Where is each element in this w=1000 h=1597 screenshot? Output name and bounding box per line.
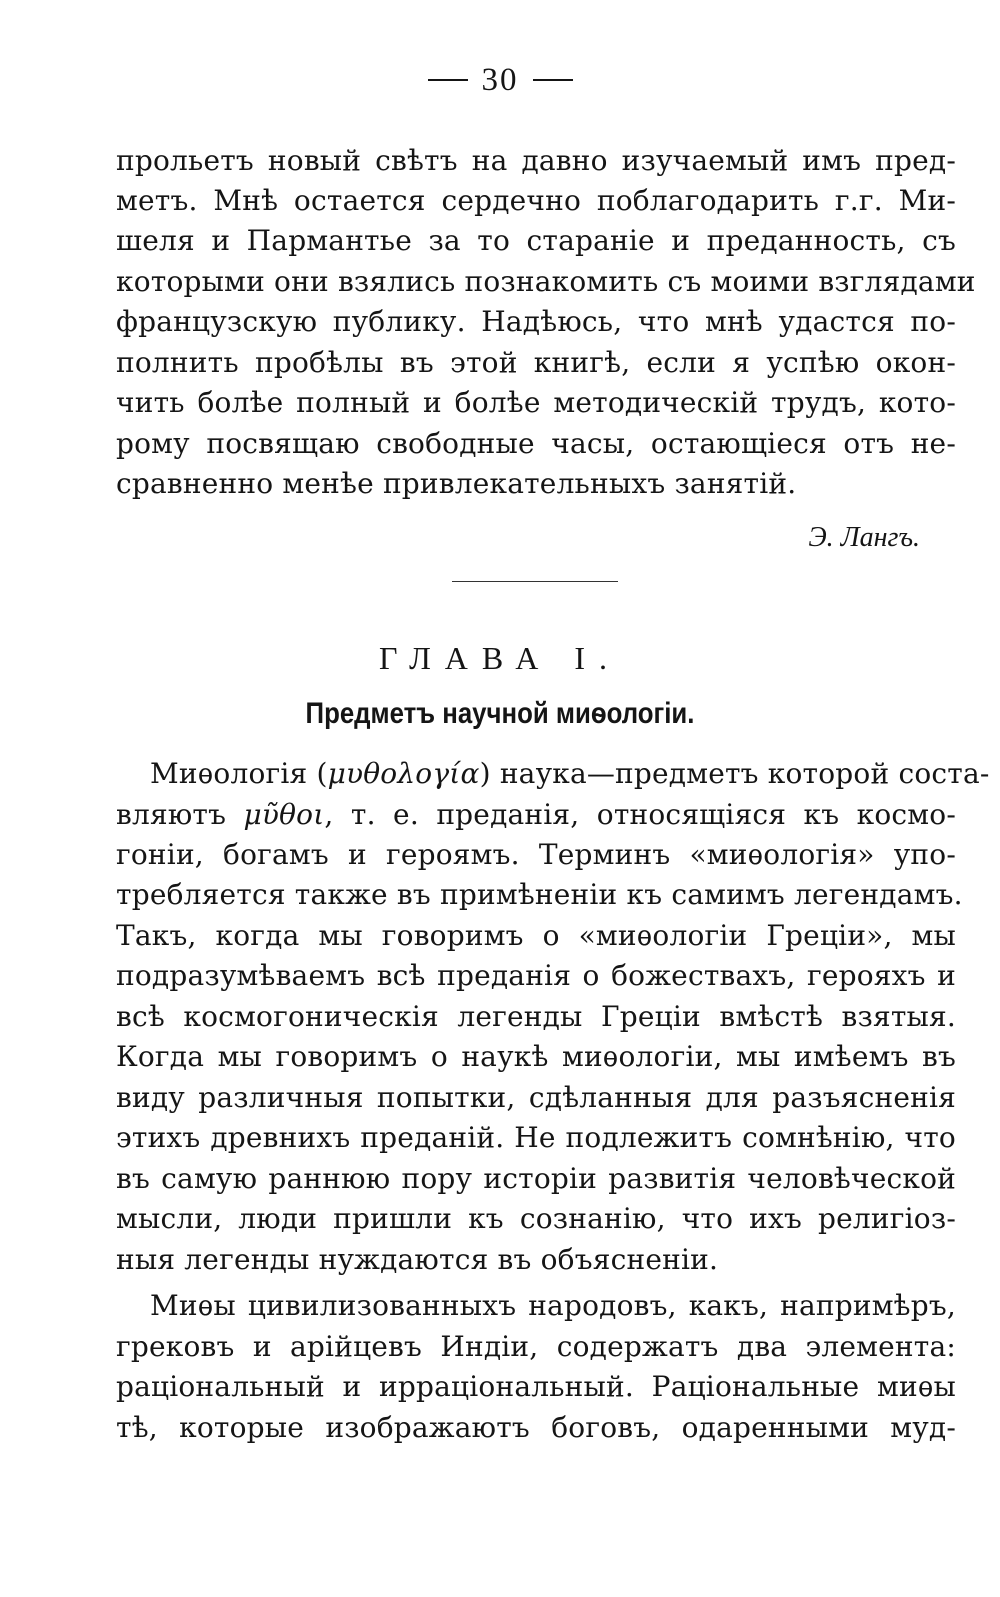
preface-line: которыми они взялись познакомить съ моими взглядами [116, 265, 976, 298]
author-signature: Э. Лангъ. [808, 522, 920, 553]
paragraph-line [116, 795, 956, 835]
paragraph-line: мысли, люди пришли къ сознанію, что ихъ религіоз- [116, 1202, 956, 1235]
preface-line: полнить пробѣлы въ этой книгѣ, если я успѣю окон- [116, 346, 956, 379]
greek-term: μυθολογία [327, 757, 480, 790]
chapter-title: Предметъ научной миѳологіи. [305, 697, 695, 730]
paragraph-line: требляется также въ примѣненіи къ самимъ легендамъ. [116, 878, 963, 911]
preface-line: прольетъ новый свѣтъ на давно изучаемый имъ пред- [116, 144, 956, 177]
paragraph-line: подразумѣваемъ всѣ преданія о божествахъ, герояхъ и [116, 959, 956, 992]
dash-left [428, 79, 468, 81]
greek-term: μῦθοι [243, 798, 325, 831]
paragraph-line: гоніи, богамъ и героямъ. Терминъ «миѳологія» упо- [116, 838, 956, 871]
text-run: , т. е. преданія, относящіяся къ космо- [324, 798, 956, 831]
preface-line: метъ. Мнѣ остается сердечно поблагодарить г.г. Ми- [116, 184, 956, 217]
paragraph-line: раціональный и ирраціональный. Раціональные миѳы [116, 1370, 956, 1403]
preface-line: рому посвящаю свободные часы, остающіеся отъ не- [116, 427, 956, 460]
preface-line: шеля и Пармантье за то стараніе и преданность, съ [116, 224, 956, 257]
paragraph-line: тѣ, которые изображаютъ боговъ, одаренными муд- [116, 1411, 956, 1444]
dash-right [533, 79, 573, 81]
paragraph-line: Такъ, когда мы говоримъ о «миѳологіи Греціи», мы [116, 919, 956, 952]
chapter-heading: ГЛАВА I. [379, 640, 621, 676]
text-run: Миѳологія ( [150, 757, 328, 790]
paragraph-line: Когда мы говоримъ о наукѣ миѳологіи, мы имѣемъ въ [116, 1040, 956, 1073]
section-divider [452, 581, 618, 582]
page-number [0, 52, 1000, 108]
paragraph-line [150, 754, 990, 794]
text-run: вляютъ [116, 798, 244, 831]
paragraph-line: грековъ и арійцевъ Индіи, содержатъ два элемента: [116, 1330, 956, 1363]
paragraph-line: въ самую раннюю пору исторіи развитія человѣческой [116, 1162, 956, 1195]
paragraph-line: всѣ космогоническія легенды Греціи вмѣстѣ взятыя. [116, 1000, 956, 1033]
preface-line: чить болѣе полный и болѣе методическій трудъ, кото- [116, 386, 956, 419]
page-number-value: 30 [481, 62, 519, 98]
paragraph-line: этихъ древнихъ преданій. Не подлежитъ сомнѣнію, что [116, 1121, 956, 1154]
paragraph-line: виду различныя попытки, сдѣланныя для разъясненія [116, 1081, 956, 1114]
paragraph-line: Миѳы цивилизованныхъ народовъ, какъ, напримѣръ, [150, 1289, 956, 1322]
preface-line: французскую публику. Надѣюсь, что мнѣ удастся по- [116, 305, 956, 338]
text-run: ) наука—предметъ которой соста- [479, 757, 990, 790]
paragraph-line: ныя легенды нуждаются въ объясненіи. [116, 1243, 719, 1276]
preface-line: сравненно менѣе привлекательныхъ занятій. [116, 467, 797, 500]
